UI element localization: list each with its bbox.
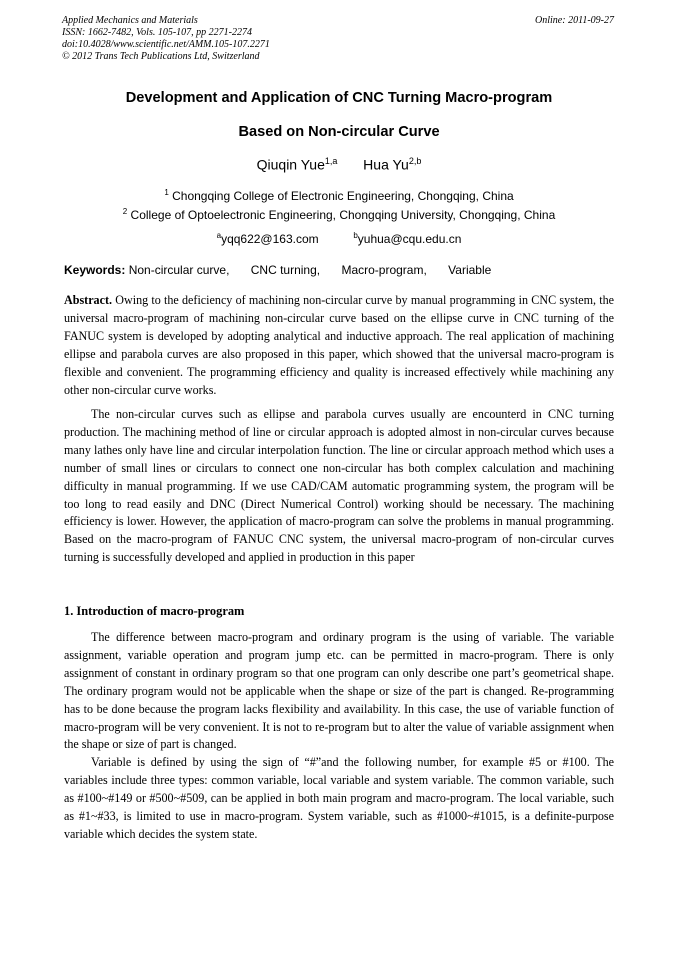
keyword-item: CNC turning, (250, 263, 321, 277)
journal-copyright: © 2012 Trans Tech Publications Ltd, Switzerland (62, 51, 260, 62)
section-heading: 1. Introduction of macro-program (64, 604, 245, 618)
keyword-item: Macro-program, (341, 263, 427, 277)
abstract-paragraph (64, 292, 614, 399)
journal-issn: ISSN: 1662-7482, Vols. 105-107, pp 2271-2274 (62, 27, 252, 38)
keyword-item: Variable (448, 263, 492, 277)
affiliation-1 (0, 188, 678, 203)
email-superscript: b (353, 231, 358, 240)
email-link[interactable]: yuhua@cqu.edu.cn (357, 232, 462, 246)
email-link[interactable]: yqq622@163.com (221, 232, 319, 246)
author-emails (0, 231, 678, 246)
abstract-text: Owing to the deficiency of machining non-circular curve by manual programming in CNC system, the universal macro-program of machining non-circular curve based on the ellipse curve in CNC turning of the FANUC system is developed by adopting analytical and inductive approach. The real application of machining ellipse and parabola curves are also proposed in this paper, which showed that the universal macro-program is flexible and convenient. The programming efficiency and quality is increased effectively while machining any other non-circular curve works. (64, 293, 614, 397)
author-name: Hua Yu (363, 156, 409, 173)
online-date: Online: 2011-09-27 (535, 15, 614, 26)
journal-doi: doi:10.4028/www.scientific.net/AMM.105-107.2271 (62, 39, 270, 50)
affiliation-superscript: 1 (164, 188, 169, 197)
intro-paragraph: The non-circular curves such as ellipse and parabola curves usually are encounterd in CNC turning production. The machining method of line or circular approach is adopted almost in non-circular curves because many lathes only have line and circular interpolation function. The line or circular approach method which uses a number of small lines or circulars to connect one non-circular has both complex calculation and machining difficulty in manual programming. If we use CAD/CAM automatic programming system, the program will be too long to read easily and DNC (Direct Numerical Control) working should be necessary. The machining efficiency is lower. However, the application of macro-program can solve the problems in manual programming. Based on the macro-program of FANUC CNC system, the universal macro-program of non-circular curves turning is successfully developed and applied in production in this paper (64, 407, 614, 565)
paper-title-line-1: Development and Application of CNC Turning Macro-program (125, 90, 553, 106)
intro-block (64, 406, 614, 567)
journal-name: Applied Mechanics and Materials (62, 15, 198, 26)
affiliation-2 (0, 207, 678, 222)
section-paragraph: The difference between macro-program and ordinary program is the using of variable. The variable assignment, variable operation and program jump etc. can be permitted in macro-program. There is only assignment of constant in ordinary program so that one program can only describe one part’s geometrical shape. The ordinary program would not be applicable when the shape or size of the part is changed. Re-programming has to be done because the program lacks flexibility and availability. In this case, the use of variable function of macro-program will be very convenient. It is not to re-program but to alter the value of variable assignment when the shape or size of part is changed. (64, 630, 614, 752)
author-list (0, 156, 678, 173)
author-superscript: 1,a (324, 156, 338, 166)
keywords (64, 263, 509, 277)
email-superscript: a (216, 231, 222, 240)
author-name: Qiuqin Yue (256, 156, 325, 173)
section-1-body (64, 629, 614, 844)
abstract-label: Abstract. (64, 293, 113, 307)
affiliation-text: College of Optoelectronic Engineering, Chongqing University, Chongqing, China (130, 208, 556, 222)
affiliation-superscript: 2 (122, 207, 128, 216)
section-paragraph: Variable is defined by using the sign of “#”and the following number, for example #5 or #100. The variables include three types: common variable, local variable and system variable. The common variable, such as #100~#149 or #500~#509, can be applied in both main program and macro-program. The local variable, such as #1~#33, is limited to use in macro-program. System variable, such as #1000~#1015, is a definite-purpose variable which decides the system state. (64, 755, 614, 841)
abstract-block (64, 292, 614, 399)
paper-title-line-2: Based on Non-circular Curve (238, 124, 440, 140)
keyword-item: Non-circular curve, (128, 263, 230, 277)
author-superscript: 2,b (408, 156, 422, 166)
journal-header (62, 15, 270, 63)
affiliation-text: Chongqing College of Electronic Engineering, Chongqing, China (172, 189, 514, 203)
keywords-label: Keywords: (64, 263, 126, 277)
